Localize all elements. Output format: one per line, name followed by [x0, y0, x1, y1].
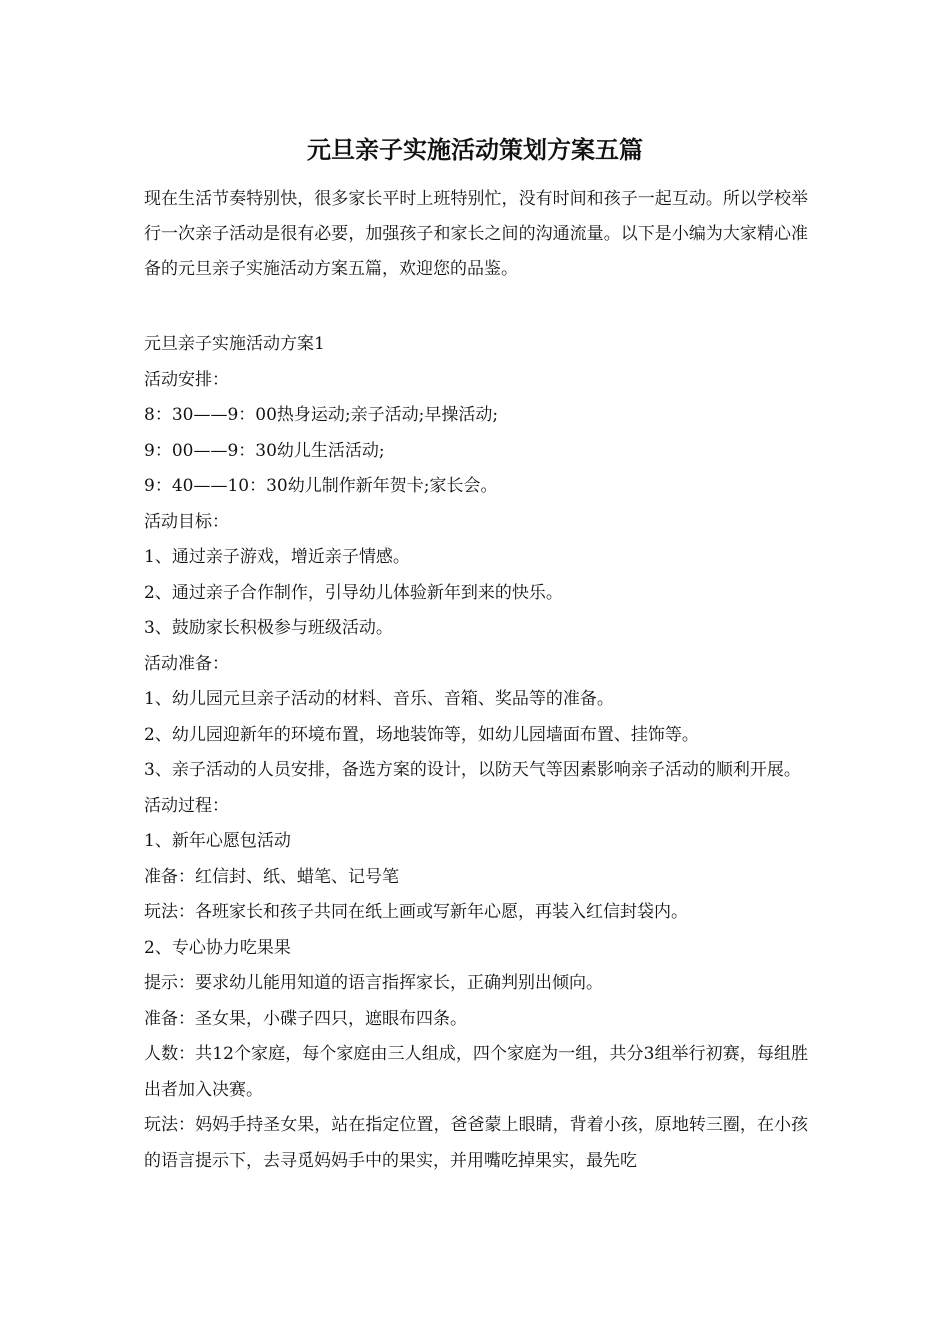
- body-line: 2、通过亲子合作制作，引导幼儿体验新年到来的快乐。: [144, 582, 563, 603]
- body-line: 9：00——9：30幼儿生活活动;: [144, 440, 385, 461]
- body-line: 3、亲子活动的人员安排，备选方案的设计，以防天气等因素影响亲子活动的顺利开展。: [144, 760, 801, 780]
- body-line: 1、新年心愿包活动: [144, 831, 291, 851]
- document-title: 元旦亲子实施活动策划方案五篇: [307, 135, 643, 164]
- section-heading: 元旦亲子实施活动方案1: [144, 334, 325, 354]
- document-body: [144, 327, 808, 1179]
- body-line: 活动过程：: [144, 795, 229, 816]
- body-line: 8：30——9：00热身运动;亲子活动;早操活动;: [144, 405, 499, 425]
- body-line: 2、幼儿园迎新年的环境布置，场地装饰等，如幼儿园墙面布置、挂饰等。: [144, 724, 699, 745]
- body-line: 玩法：妈妈手持圣女果，站在指定位置，爸爸蒙上眼睛，背着小孩，原地转三圈，在小孩的语言提示下，去寻觅妈妈手中的果实，并用嘴吃掉果实，最先吃: [144, 1115, 808, 1171]
- body-line: 人数：共12个家庭，每个家庭由三人组成，四个家庭为一组，共分3组举行初赛，每组胜出者加入决赛。: [144, 1044, 808, 1100]
- body-line: 3、鼓励家长积极参与班级活动。: [144, 618, 393, 638]
- body-line: 9：40——10：30幼儿制作新年贺卡;家长会。: [144, 476, 498, 496]
- body-line: 活动目标：: [144, 511, 229, 532]
- body-line: 2、专心协力吃果果: [144, 937, 291, 958]
- body-line: 活动准备：: [144, 653, 229, 674]
- body-line: 活动安排：: [144, 369, 229, 390]
- body-line: 1、通过亲子游戏，增近亲子情感。: [144, 547, 410, 567]
- body-line: 准备：红信封、纸、蜡笔、记号笔: [144, 866, 399, 887]
- intro-paragraph: 现在生活节奏特别快，很多家长平时上班特别忙，没有时间和孩子一起互动。所以学校举行一次亲子活动是很有必要，加强孩子和家长之间的沟通流量。以下是小编为大家精心准备的元旦亲子实施活动方案五篇，欢迎您的品鉴。: [144, 189, 808, 279]
- body-line: 玩法：各班家长和孩子共同在纸上画或写新年心愿，再装入红信封袋内。: [144, 902, 688, 922]
- body-line: 提示：要求幼儿能用知道的语言指挥家长，正确判别出倾向。: [144, 973, 603, 993]
- body-line: 1、幼儿园元旦亲子活动的材料、音乐、音箱、奖品等的准备。: [144, 689, 614, 709]
- body-line: 准备：圣女果，小碟子四只，遮眼布四条。: [144, 1008, 467, 1029]
